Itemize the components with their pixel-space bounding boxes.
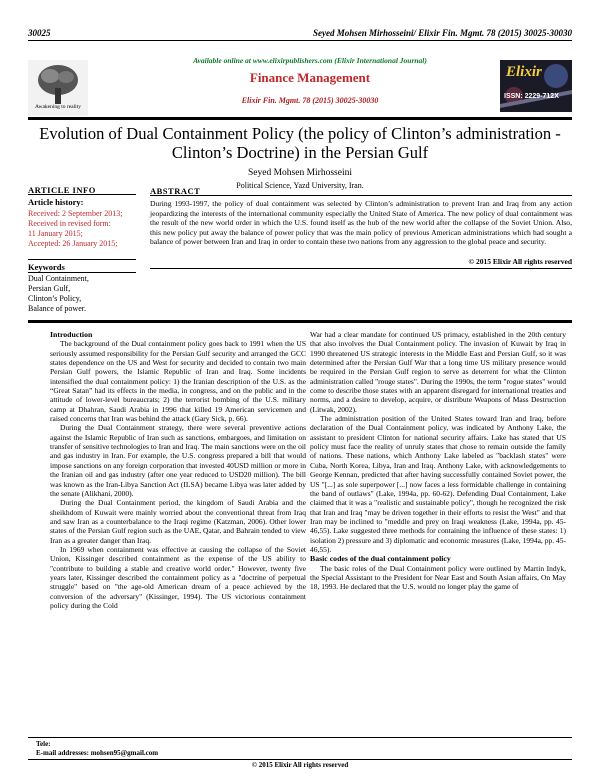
keyword: Dual Containment, [28, 274, 89, 283]
abstract-rule [150, 195, 572, 196]
body-paragraph: In 1969 when containment was effective at causing the collapse of the Soviet Union, Kissinger described containment as the expense of the US ability to "contribute to building a stable and creative world order." However, twenty five years later, Kissinger described the containment policy as a "doctrine of perpetual struggle" based on "the age-old American dream of a peace achieved by the conversion of the adversary" (Kissinger, 1994). The US victorious containment policy during the Cold [50, 544, 306, 610]
journal-citation: Elixir Fin. Mgmt. 78 (2015) 30025-30030 [241, 96, 379, 105]
keywords-rule-2 [28, 272, 136, 273]
revised-label: Received in revised form: [28, 219, 111, 228]
available-online: Available online at www.elixirpublishers.com (Elixir International Journal) [193, 56, 427, 65]
body-paragraph: War had a clear mandate for continued US primacy, established in the 20th century that also involves the Dual Containment policy. The invasion of Kuwait by Iraq in 1990 threatened US strategic interests in the Middle East and Persian Gulf, so it was determined after the Persian Gulf War that a long time US military presence would be required in the Persian Gulf region to serve as deterrent for what the Clinton administration called "rouge states". During the 1990s, the term "rogue states" would come to describe those states with an apparent disregard for international treaties and norms, and a desire to develop, acquire, or distribute Weapons of Mass Destruction (Litwak, 2002). [310, 330, 566, 414]
page-number: 30025 [28, 28, 51, 38]
email-address: E-mail addresses: mohsen95@gmail.com [36, 749, 159, 757]
body-paragraph: During the Dual Containment period, the kingdom of Saudi Arabia and the sheikhdom of Kuwait were mainly worried about the conventional threat from Iraq and saw Iran as a counterbalance to the Iraqi regime (Katzman, 2006). Other lower states of the Persian Gulf region such as the UAE, Qatar, and Bahrain tended to view Iran as a greater danger than Iraq. [50, 498, 306, 545]
introduction-heading: Introduction [50, 330, 93, 339]
accepted-date: Accepted: 26 January 2015; [28, 239, 118, 248]
abstract-bottom-rule [150, 268, 572, 269]
body-paragraph: During the Dual Containment strategy, there were several preventive actions against the Islamic Republic of Iran such as sanctions, embargoes, and limitation on transfer of sensitive technologies to Iran and Iraq. The main sanctions were on the oil and gas industry in Iran. For example, the U.S. congress prepared a bill that would impose sanctions on any foreign corporation that invested 40USD million or more in the Iranian oil and gas industry (after one year reduced to USD20 million). The bill was known as the Iran-Libya Sanction Act (ILSA) became Libya was later added by the senate (Alikhani, 2000). [50, 423, 306, 498]
received-date: Received: 2 September 2013; [28, 209, 123, 218]
elixir-logo [500, 60, 572, 112]
footer-copyright: © 2015 Elixir All rights reserved [251, 761, 349, 769]
abstract-text: During 1993-1997, the policy of dual containment was selected by Clinton’s administration to prevent Iran and Iraq from any action jeopardizing the interests of the international community especially the United State of America. The new policy of dual containment was the result of the new world order in which the U.S. found itself as the hub of the new world after the collapse of the Soviet Union. Also, this new policy put away the balance of power policy that was the main policy of previous American administrations which had sought a balance of power between Iran and Iraq in order to contain these two nations from any aggression to the global peace and security. [150, 199, 572, 247]
abstract-copyright: © 2015 Elixir All rights reserved [468, 257, 572, 266]
keywords-rule [28, 259, 136, 260]
elixir-brand: Elixir [506, 64, 542, 80]
section-rule [28, 320, 572, 323]
tele-label: Tele: [36, 740, 51, 748]
left-column [50, 330, 306, 610]
abstract-heading: ABSTRACT [150, 186, 201, 196]
running-head: Seyed Mohsen Mirhosseini/ Elixir Fin. Mgmt. 78 (2015) 30025-30030 [312, 28, 572, 38]
basic-codes-heading: Basic codes of the dual containment policy [310, 554, 451, 564]
body-paragraph: The administration position of the United States toward Iran and Iraq, before declaration of the Dual Containment policy, was indicated by Anthony Lake, the assistant to president Clinton for national security affairs. Lake has stated that US policy must face the reality of unruly states that chose to remain outside the family of nations. These nations, which Anthony Lake labeled as "backlash states" were Cuba, North Korea, Libya, Iran and Iraq. Anthony Lake, with acknowledgements to George Kennan, predicted that after having successfully contained Soviet power, the US "[...] as sole superpower [...] now faces a less formidable challenge in containing the band of outlaws" (Lake, 1994a, pp. 60-62). Defending Dual Containment, Lake claimed that it was a "realistic and sustainable policy", though he recognized the risk that Iran and Iraq "may be driven together in their efforts to resist the West" and that Iran may be inclined to "meddle and prey on Iraqi weakness (Lake, 1994a, pp. 45-46,55). Lake suggested three methods for containing the influence of these states: 1) isolation 2) pressure and 3) diplomatic and economic measures (Lake, 1994a, pp. 45-46,55). [310, 414, 566, 554]
body-paragraph: The background of the Dual containment policy goes back to 1991 when the US seriously assumed responsibility for the Persian Gulf security and arranged the GCC states dependence on the US and West for security and decided to contain two main Persian Gulf powers, the Islamic Republic of Iran and Iraq. Some incidents intensified the dual containment policy: 1) the Iranian description of the U.S. as the “Great Satan” had its effects in the media, in congress, and on the public and in the attitude of lower-level bureaucrats; 2) the terrorist bombing of the U.S. military camp at Dhahran, Saudi Arabia in 1996 that killed 19 American servicemen and raised concerns that Iran was behind the attack (Gary Sick, p. 66). [50, 339, 306, 424]
affiliation: Political Science, Yazd University, Iran. [236, 181, 364, 190]
author: Seyed Mohsen Mirhosseini [248, 168, 352, 178]
right-column [310, 330, 566, 592]
header-rule [28, 40, 572, 41]
revised-date: 11 January 2015; [28, 229, 83, 238]
left-logo [28, 60, 88, 116]
body-paragraph: The basic roles of the Dual Containment policy were outlined by Martin Indyk, the Special Assistant to the President for Near East and South Asian affairs, On May 18, 1993. He declared that the U.S. would no longer play the game of [310, 563, 566, 592]
keyword: Balance of power. [28, 304, 86, 313]
keyword: Clinton’s Policy, [28, 294, 82, 303]
keyword: Persian Gulf, [28, 284, 71, 293]
left-logo-caption: Awakening to reality [35, 104, 81, 110]
elixir-issn: ISSN: 2229-712X [504, 93, 559, 100]
article-history-label: Article history: [28, 197, 84, 207]
article-title: Evolution of Dual Containment Policy (the policy of Clinton’s administration - Clinton’s Doctrine) in the Persian Gulf [39, 124, 561, 162]
article-info-heading: ARTICLE INFO [28, 185, 96, 195]
keywords-heading: Keywords [28, 262, 65, 272]
footer-rule [28, 737, 572, 738]
journal-name: Finance Management [249, 70, 371, 85]
footer-rule-2 [28, 759, 572, 760]
masthead-rule [28, 117, 572, 120]
